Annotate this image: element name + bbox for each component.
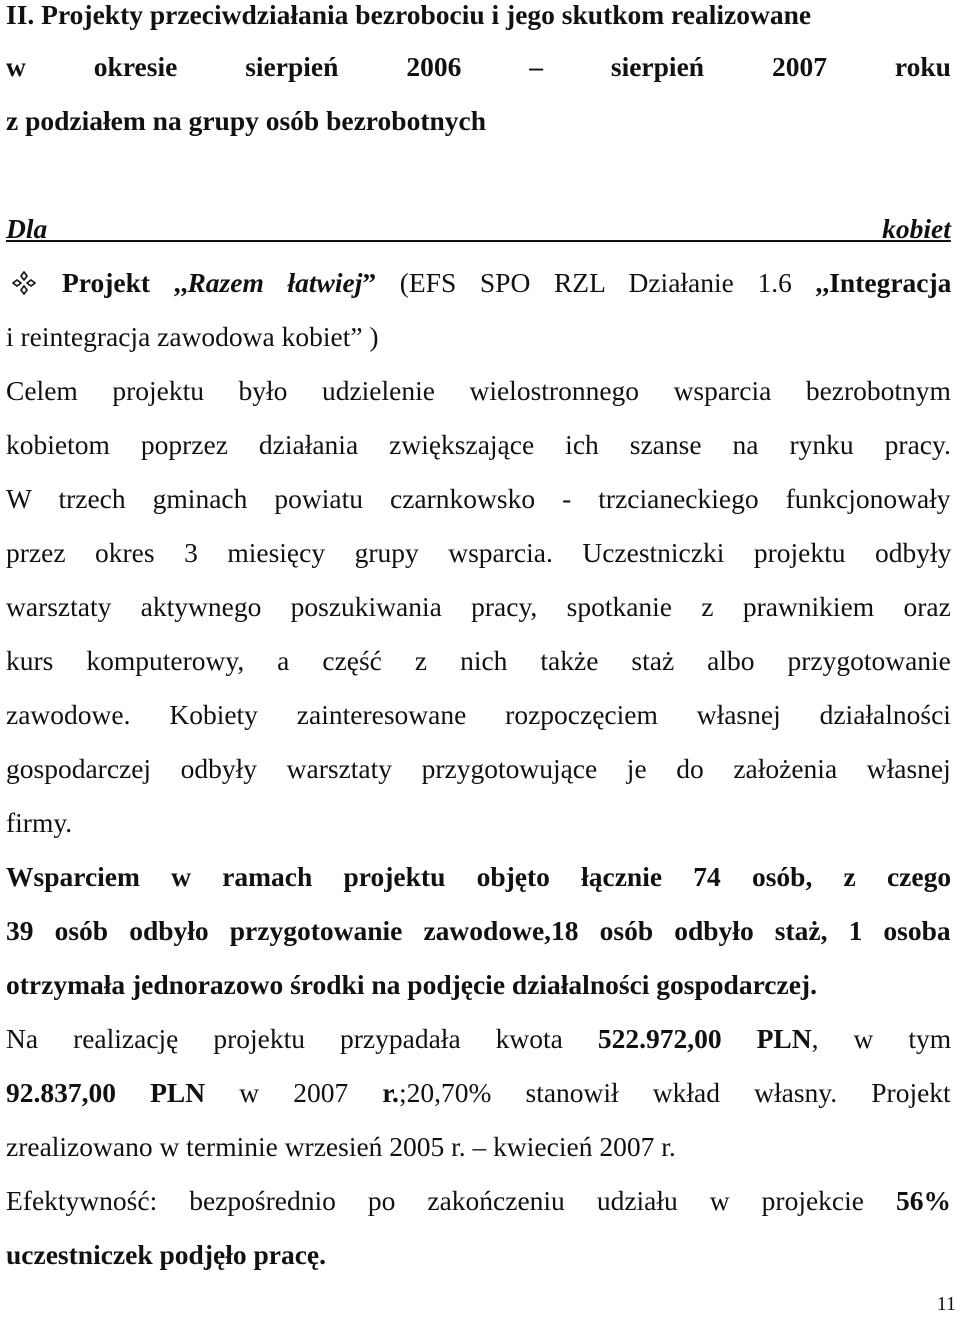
heading-word: – [529, 51, 543, 82]
funding-text: r. [382, 1077, 399, 1108]
body-line [6, 646, 951, 676]
project-name: Razem łatwiej [187, 267, 363, 298]
body-text: przez okres 3 miesięcy grupy wsparcia. Uczestniczki projektu odbyły [6, 537, 952, 568]
project-prefix: Projekt [62, 267, 174, 298]
four-diamond-icon [12, 268, 42, 298]
body-line [6, 538, 951, 568]
body-line [6, 592, 951, 622]
funding-line [6, 1132, 951, 1162]
project-title [6, 268, 951, 298]
funding-text: , w tym [811, 1023, 952, 1054]
body-line [6, 376, 951, 406]
heading-word: 2007 [771, 51, 827, 82]
heading-word: 2006 [406, 51, 462, 82]
heading-text: II. Projekty przeciwdziałania bezrobociu i jego skutkom realizowane [6, 0, 812, 30]
body-text: warsztaty aktywnego poszukiwania pracy, spotkanie z prawnikiem oraz [6, 591, 951, 622]
page-number: 11 [936, 1293, 956, 1315]
body-text: kurs komputerowy, a część z nich także staż albo przygotowanie [6, 645, 951, 676]
heading-line-2 [6, 52, 951, 82]
project-program: (EFS SPO RZL Działanie 1.6 [376, 267, 816, 298]
heading-word: sierpień [245, 51, 339, 82]
quote-open: ,, [173, 267, 188, 298]
section-title [6, 214, 951, 244]
summary-text: otrzymała jednorazowo środki na podjęcie działalności gospodarczej. [6, 969, 817, 1000]
funding-text: Na realizację projektu przypadała kwota [6, 1023, 598, 1054]
summary-line [6, 970, 951, 1000]
funding-line [6, 1024, 951, 1054]
body-text: gospodarczej odbyły warsztaty przygotowujące je do założenia własnej [6, 753, 951, 784]
effect-text: Efektywność: bezpośrednio po zakończeniu udziału w projekcie [6, 1185, 896, 1216]
funding-amount-total: 522.972,00 PLN [597, 1023, 812, 1054]
project-measure: ,,Integracja [815, 267, 952, 298]
body-text: firmy. [6, 807, 73, 838]
body-text: kobietom poprzez działania zwiększające ich szanse na rynku pracy. [6, 429, 951, 460]
project-measure-continued: i reintegracja zawodowa kobiet” ) [6, 321, 379, 352]
heading-line-3 [6, 106, 951, 136]
heading-word: sierpień [610, 51, 705, 82]
funding-amount-2007: 92.837,00 PLN [6, 1077, 206, 1108]
effect-percent: 56% [895, 1185, 951, 1216]
summary-line [6, 862, 951, 892]
effect-line [6, 1240, 951, 1270]
body-text: W trzech gminach powiatu czarnkowsko - trzcianeckiego funkcjonowały [6, 483, 951, 514]
heading-line-1 [6, 0, 951, 30]
body-text: zawodowe. Kobiety zainteresowane rozpoczęciem własnej działalności [6, 699, 951, 730]
project-title-line-2 [6, 322, 951, 352]
body-line [6, 754, 951, 784]
body-line [6, 430, 951, 460]
effect-text: uczestniczek podjęło pracę. [6, 1239, 326, 1270]
body-line [6, 484, 951, 514]
summary-line [6, 916, 951, 946]
summary-text: Wsparciem w ramach projektu objęto łącznie 74 osób, z czego [6, 861, 952, 892]
section-title-text: Dla kobiet [6, 213, 951, 244]
body-text: Celem projektu było udzielenie wielostronnego wsparcia bezrobotnym [6, 375, 951, 406]
body-line [6, 700, 951, 730]
quote-close: ” [362, 267, 377, 298]
effect-line [6, 1186, 951, 1216]
summary-text: 39 osób odbyło przygotowanie zawodowe,18 osób odbyło staż, 1 osoba [6, 915, 951, 946]
funding-text: w 2007 [205, 1077, 383, 1108]
heading-word: w [6, 51, 26, 82]
funding-text: zrealizowano w terminie wrzesień 2005 r. – kwiecień 2007 r. [6, 1131, 676, 1162]
funding-line [6, 1078, 951, 1108]
heading-text: z podziałem na grupy osób bezrobotnych [6, 105, 487, 136]
heading-word: roku [894, 51, 951, 82]
funding-text: ;20,70% stanowił wkład własny. Projekt [398, 1077, 951, 1108]
heading-word: okresie [93, 51, 178, 82]
body-line [6, 808, 951, 838]
